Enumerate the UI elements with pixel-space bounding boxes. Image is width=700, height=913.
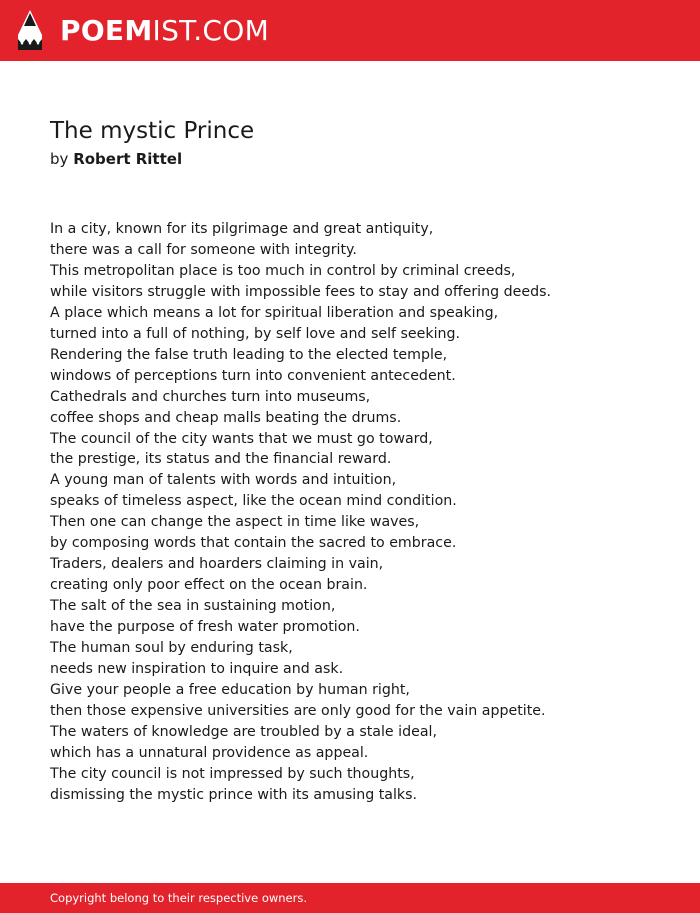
poem-line: Rendering the false truth leading to the elected temple, (50, 346, 448, 363)
poem-line: creating only poor effect on the ocean brain. (50, 577, 368, 594)
poem-byline (50, 149, 182, 169)
poem-body (50, 219, 650, 806)
poem-line: Cathedrals and churches turn into museums, (50, 388, 371, 405)
poem-line: The salt of the sea in sustaining motion, (50, 598, 336, 615)
poem-title: The mystic Prince (50, 118, 255, 144)
by-label: by (50, 150, 69, 168)
poem-line: by composing words that contain the sacred to embrace. (50, 535, 457, 552)
poem-line: The council of the city wants that we must go toward, (50, 430, 433, 447)
logo-text (60, 9, 269, 53)
poem-line: A place which means a lot for spiritual liberation and speaking, (50, 304, 499, 321)
site-footer (0, 883, 700, 913)
poem-line: The human soul by enduring task, (50, 640, 293, 657)
poem-line: windows of perceptions turn into convenient antecedent. (50, 367, 456, 384)
pencil-icon (16, 9, 44, 53)
poem-author: Robert Rittel (73, 150, 183, 168)
poem-line: This metropolitan place is too much in control by criminal creeds, (50, 262, 516, 279)
poem-line: while visitors struggle with impossible fees to stay and offering deeds. (50, 283, 552, 300)
poem-line: The city council is not impressed by such thoughts, (50, 765, 415, 782)
poem-line: then those expensive universities are only good for the vain appetite. (50, 702, 546, 719)
site-header (0, 0, 700, 61)
poem-line: which has a unnatural providence as appeal. (50, 744, 369, 761)
poem-line: Give your people a free education by human right, (50, 681, 410, 698)
poem-line: Then one can change the aspect in time like waves, (50, 514, 420, 531)
poem-line: there was a call for someone with integrity. (50, 241, 357, 258)
copyright-text: Copyright belong to their respective owners. (50, 891, 308, 905)
poem-line: needs new inspiration to inquire and ask. (50, 661, 344, 678)
poem-line: coffee shops and cheap malls beating the drums. (50, 409, 402, 426)
poem-line: The waters of knowledge are troubled by a stale ideal, (50, 723, 437, 740)
poem-line: dismissing the mystic prince with its amusing talks. (50, 786, 418, 803)
site-logo[interactable] (16, 9, 269, 53)
poem-line: turned into a full of nothing, by self love and self seeking. (50, 325, 461, 342)
logo-text-bold: POEM (60, 14, 153, 47)
poem-line: have the purpose of fresh water promotion. (50, 619, 360, 636)
poem-line: the prestige, its status and the financial reward. (50, 451, 392, 468)
poem-line: speaks of timeless aspect, like the ocean mind condition. (50, 493, 457, 510)
poem-line: In a city, known for its pilgrimage and great antiquity, (50, 221, 434, 237)
poem-line: A young man of talents with words and intuition, (50, 472, 397, 489)
poem-line: Traders, dealers and hoarders claiming in vain, (50, 556, 384, 573)
logo-text-thin: IST.COM (152, 14, 270, 47)
